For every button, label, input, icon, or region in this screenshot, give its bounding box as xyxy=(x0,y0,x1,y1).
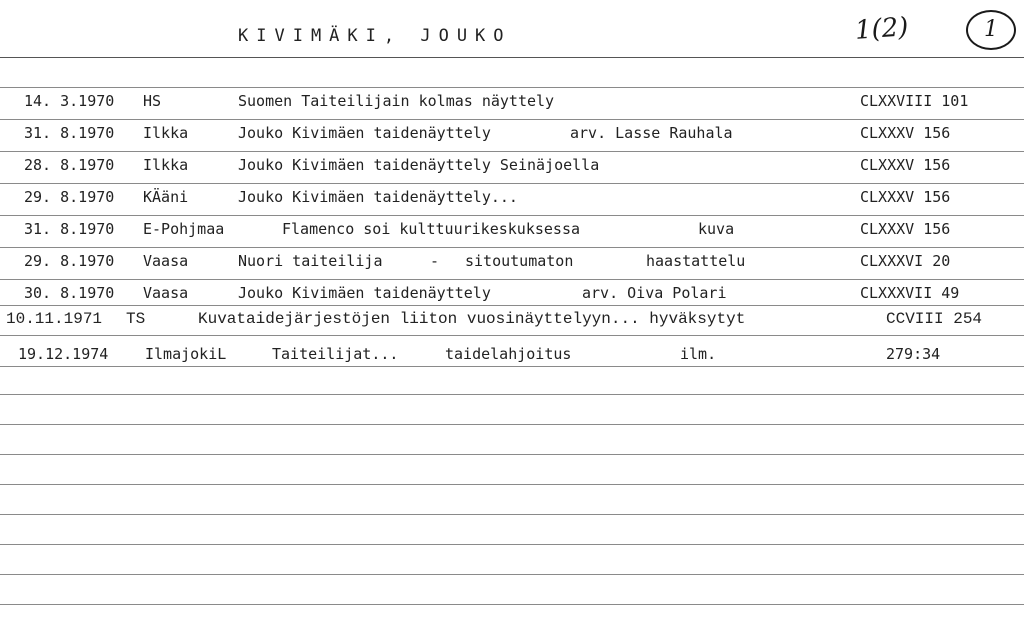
ruled-line xyxy=(0,544,1024,545)
circled-card-number: 1 xyxy=(966,10,1016,50)
ruled-line xyxy=(0,424,1024,425)
entry-date: 30. 8.1970 xyxy=(24,284,115,302)
entry-ref: CCVIII 254 xyxy=(886,310,983,328)
entry-date: 28. 8.1970 xyxy=(24,156,115,174)
entry-source: Ilkka xyxy=(143,124,189,142)
ruled-line xyxy=(0,119,1024,120)
ruled-line xyxy=(0,335,1024,336)
ruled-line xyxy=(0,247,1024,248)
ruled-line xyxy=(0,574,1024,575)
page-mark: 1(2) xyxy=(854,12,910,46)
entry-ref: 279:34 xyxy=(886,345,941,363)
ruled-line xyxy=(0,87,1024,88)
entry-title: Jouko Kivimäen taidenäyttely... xyxy=(238,188,518,206)
card-heading: KIVIMÄKI, JOUKO xyxy=(238,26,512,46)
entry-note: taidelahjoitus xyxy=(445,345,572,363)
entry-ref: CLXXXV 156 xyxy=(860,124,951,142)
entry-title: Jouko Kivimäen taidenäyttely xyxy=(238,284,491,302)
entry-source: HS xyxy=(143,92,162,110)
entry-source: KÄäni xyxy=(143,188,189,206)
entry-date: 29. 8.1970 xyxy=(24,252,115,270)
entry-title: Jouko Kivimäen taidenäyttely Seinäjoella xyxy=(238,156,600,174)
entry-note: - xyxy=(430,252,440,270)
entry-title: Flamenco soi kulttuurikeskuksessa xyxy=(282,220,581,238)
entry-ref: CLXXXV 156 xyxy=(860,188,951,206)
entry-title: Suomen Taiteilijain kolmas näyttely xyxy=(238,92,555,110)
entry-ref: CLXXXVII 49 xyxy=(860,284,960,302)
entry-ref: CLXXXV 156 xyxy=(860,156,951,174)
entry-note: arv. Lasse Rauhala xyxy=(570,124,733,142)
entry-extra: ilm. xyxy=(680,345,717,363)
entry-ref: CLXXVIII 101 xyxy=(860,92,969,110)
entry-source: TS xyxy=(126,310,146,328)
entry-source: E-Pohjmaa xyxy=(143,220,225,238)
entry-title: Kuvataidejärjestöjen liiton vuosinäyttelyyn... hyväksytyt xyxy=(198,310,746,328)
entry-date: 14. 3.1970 xyxy=(24,92,115,110)
entry-ref: CLXXXV 156 xyxy=(860,220,951,238)
entry-title: Jouko Kivimäen taidenäyttely xyxy=(238,124,491,142)
entry-source: Vaasa xyxy=(143,284,189,302)
ruled-line xyxy=(0,183,1024,184)
entry-extra: sitoutumaton xyxy=(465,252,574,270)
entry-note: kuva xyxy=(698,220,735,238)
entry-date: 31. 8.1970 xyxy=(24,220,115,238)
entry-date: 29. 8.1970 xyxy=(24,188,115,206)
ruled-line xyxy=(0,215,1024,216)
ruled-line xyxy=(0,604,1024,605)
entry-date: 31. 8.1970 xyxy=(24,124,115,142)
entry-extra-2: haastattelu xyxy=(646,252,746,270)
ruled-line xyxy=(0,514,1024,515)
heading-rule xyxy=(0,57,1024,58)
entry-title: Nuori taiteilija xyxy=(238,252,383,270)
ruled-line xyxy=(0,484,1024,485)
entry-title: Taiteilijat... xyxy=(272,345,399,363)
entry-note: arv. Oiva Polari xyxy=(582,284,727,302)
ruled-line xyxy=(0,454,1024,455)
ruled-line xyxy=(0,394,1024,395)
ruled-line xyxy=(0,366,1024,367)
entry-date: 10.11.1971 xyxy=(6,310,103,328)
entry-date: 19.12.1974 xyxy=(18,345,109,363)
entry-source: IlmajokiL xyxy=(145,345,227,363)
ruled-line xyxy=(0,305,1024,306)
entry-source: Vaasa xyxy=(143,252,189,270)
entry-row xyxy=(0,345,941,489)
entry-source: Ilkka xyxy=(143,156,189,174)
entry-ref: CLXXXVI 20 xyxy=(860,252,951,270)
ruled-line xyxy=(0,279,1024,280)
ruled-line xyxy=(0,151,1024,152)
